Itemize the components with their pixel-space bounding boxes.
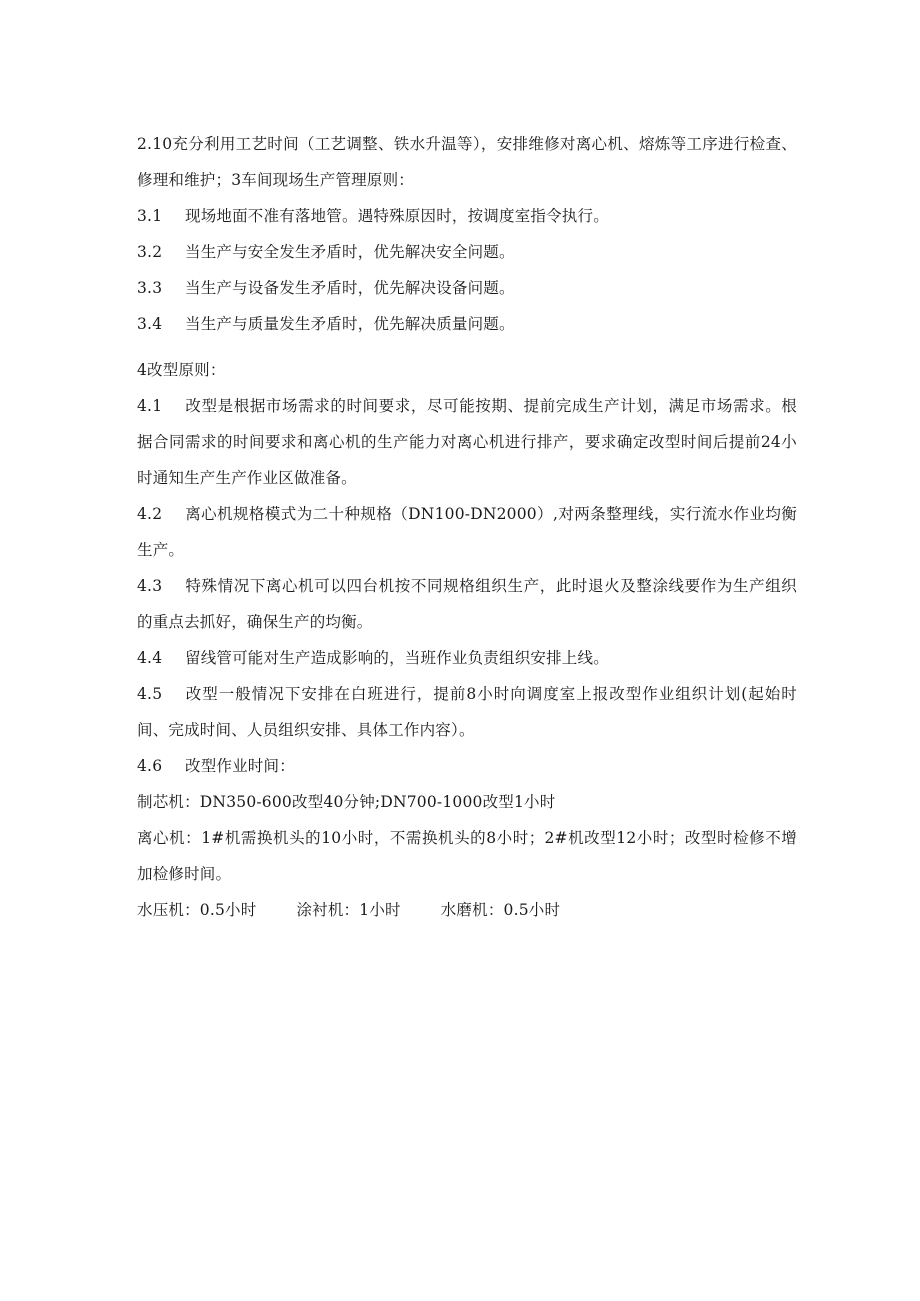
paragraph-3-1 [137, 198, 797, 234]
paragraph-text: 2.10充分利用工艺时间（工艺调整、铁水升温等），安排维修对离心机、熔炼等工序进行检查、修理和维护；3车间现场生产管理原则： [137, 135, 797, 189]
document-body [137, 126, 797, 928]
lining-machine-time: 涂衬机：1小时 [296, 901, 401, 919]
paragraph-4-5 [137, 676, 797, 748]
paragraph-number: 4.2 [137, 505, 163, 523]
paragraph-text: 制芯机：DN350-600改型40分钟;DN700-1000改型1小时 [137, 793, 556, 811]
paragraph-text: 改型作业时间： [185, 757, 295, 775]
paragraph-text: 留线管可能对生产造成影响的，当班作业负责组织安排上线。 [185, 649, 609, 667]
paragraph-centrifuge [137, 820, 797, 892]
paragraph-3-4 [137, 306, 797, 342]
paragraph-number: 3.3 [137, 279, 163, 297]
paragraph-number: 3.2 [137, 243, 163, 261]
paragraph-number: 3.1 [137, 207, 163, 225]
paragraph-text: 改型一般情况下安排在白班进行，提前8小时向调度室上报改型作业组织计划(起始时间、完成时间、人员组织安排、具体工作内容）。 [137, 685, 797, 739]
paragraph-4-2 [137, 496, 797, 568]
section-heading-4 [137, 352, 797, 388]
paragraph-4-1 [137, 388, 797, 496]
paragraph-3-3 [137, 270, 797, 306]
paragraph-text: 离心机：1#机需换机头的10小时，不需换机头的8小时；2#机改型12小时；改型时检修不增加检修时间。 [137, 829, 797, 883]
paragraph-text: 改型是根据市场需求的时间要求，尽可能按期、提前完成生产计划，满足市场需求。根据合同需求的时间要求和离心机的生产能力对离心机进行排产，要求确定改型时间后提前24小时通知生产生产作业区做准备。 [137, 397, 797, 487]
paragraph-text: 现场地面不准有落地管。遇特殊原因时，按调度室指令执行。 [185, 207, 609, 225]
paragraph-number: 4.1 [137, 397, 163, 415]
paragraph-number: 3.4 [137, 315, 163, 333]
hydraulic-press-time: 水压机：0.5小时 [137, 901, 257, 919]
paragraph-number: 4.6 [137, 757, 163, 775]
paragraph-text: 当生产与设备发生矛盾时，优先解决设备问题。 [185, 279, 515, 297]
grinding-machine-time: 水磨机：0.5小时 [440, 901, 561, 919]
paragraph-core-machine [137, 784, 797, 820]
paragraph-number: 4.5 [137, 685, 163, 703]
paragraph-text: 特殊情况下离心机可以四台机按不同规格组织生产，此时退火及整涂线要作为生产组织的重点去抓好，确保生产的均衡。 [137, 577, 797, 631]
paragraph-text: 离心机规格模式为二十种规格（DN100-DN2000）,对两条整理线，实行流水作业均衡生产。 [137, 505, 797, 559]
paragraph-number: 4.4 [137, 649, 163, 667]
paragraph-4-3 [137, 568, 797, 640]
paragraph-4-4 [137, 640, 797, 676]
paragraph-number: 4.3 [137, 577, 163, 595]
section-heading-text: 4改型原则： [137, 361, 226, 379]
paragraph-text: 当生产与质量发生矛盾时，优先解决质量问题。 [185, 315, 515, 333]
paragraph-2-10 [137, 126, 797, 198]
paragraph-4-6 [137, 748, 797, 784]
paragraph-text: 当生产与安全发生矛盾时，优先解决安全问题。 [185, 243, 515, 261]
paragraph-machine-times [137, 892, 797, 928]
paragraph-3-2 [137, 234, 797, 270]
